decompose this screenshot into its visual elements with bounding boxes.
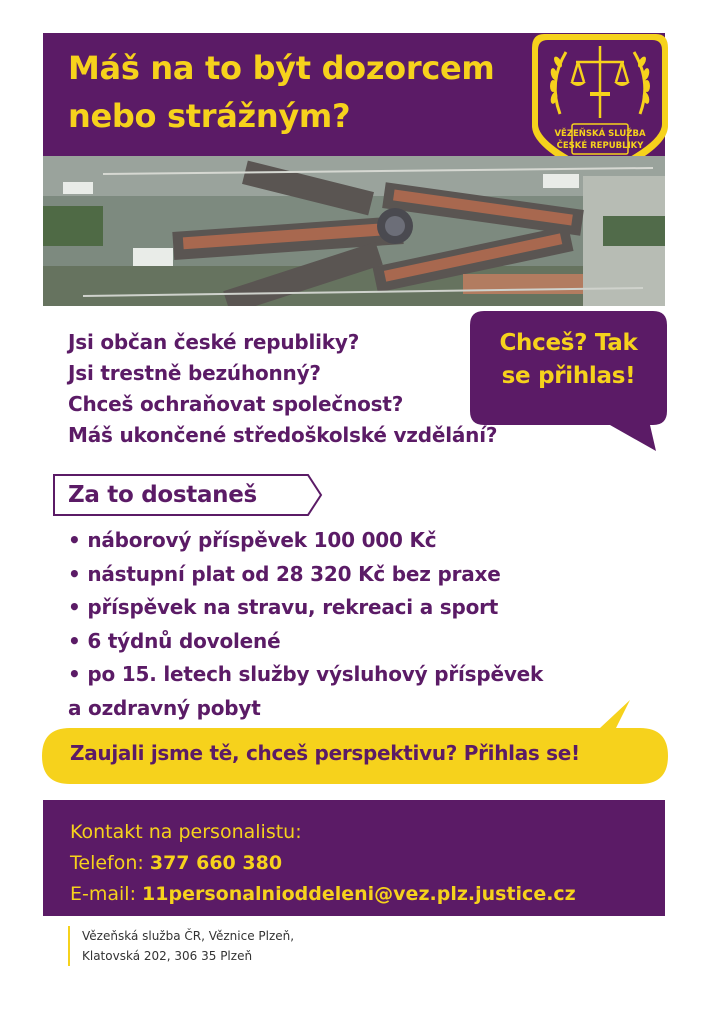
benefit-item: • příspěvek na stravu, rekreaci a sport	[68, 595, 499, 619]
eligibility-questions	[68, 327, 497, 451]
emblem-text-2: ČESKÉ REPUBLIKY	[556, 141, 644, 151]
footer-address-line-2: Klatovská 202, 306 35 Plzeň	[82, 949, 253, 963]
email-label: E-mail:	[70, 883, 136, 905]
question-item: Máš ukončené středoškolské vzdělání?	[68, 423, 498, 447]
question-item: Jsi trestně bezúhonný?	[68, 361, 321, 385]
benefit-item: • po 15. letech služby výsluhový příspěvek	[68, 662, 544, 686]
footer-divider	[68, 926, 70, 966]
prison-aerial-photo	[43, 156, 665, 306]
headline-line-1: Máš na to být dozorcem	[68, 49, 495, 87]
contact-heading: Kontakt na personalistu:	[70, 821, 302, 843]
question-item: Chceš ochraňovat společnost?	[68, 392, 404, 416]
benefit-item: a ozdravný pobyt	[68, 695, 261, 720]
contact-phone-line	[70, 848, 282, 878]
speech-bubble-line-2: se přihlas!	[501, 363, 636, 389]
emblem-text-1: VĚZEŇSKÁ SLUŽBA	[554, 129, 646, 139]
benefit-item: • 6 týdnů dovolené	[68, 628, 281, 653]
phone-number[interactable]: 377 660 380	[149, 852, 283, 874]
speech-bubble-text	[470, 327, 667, 393]
benefits-title: Za to dostaneš	[68, 482, 257, 508]
email-address[interactable]: 11personalnioddeleni@vez.plz.justice.cz	[142, 883, 576, 905]
benefit-item: • nástupní plat od 28 320 Kč bez praxe	[68, 561, 501, 586]
footer-address-line-1: Vězeňská služba ČR, Věznice Plzeň,	[82, 929, 295, 943]
headline-line-2: nebo strážným?	[68, 97, 351, 135]
speech-bubble-line-1: Chceš? Tak	[499, 330, 638, 356]
contact-email-line	[70, 879, 576, 909]
call-to-action-text: Zaujali jsme tě, chceš perspektivu? Přihlas se!	[70, 741, 580, 765]
benefits-list	[68, 524, 543, 725]
headline	[68, 44, 548, 140]
benefit-item: • náborový příspěvek 100 000 Kč	[68, 528, 437, 552]
phone-label: Telefon:	[70, 852, 144, 874]
question-item: Jsi občan české republiky?	[68, 330, 360, 354]
